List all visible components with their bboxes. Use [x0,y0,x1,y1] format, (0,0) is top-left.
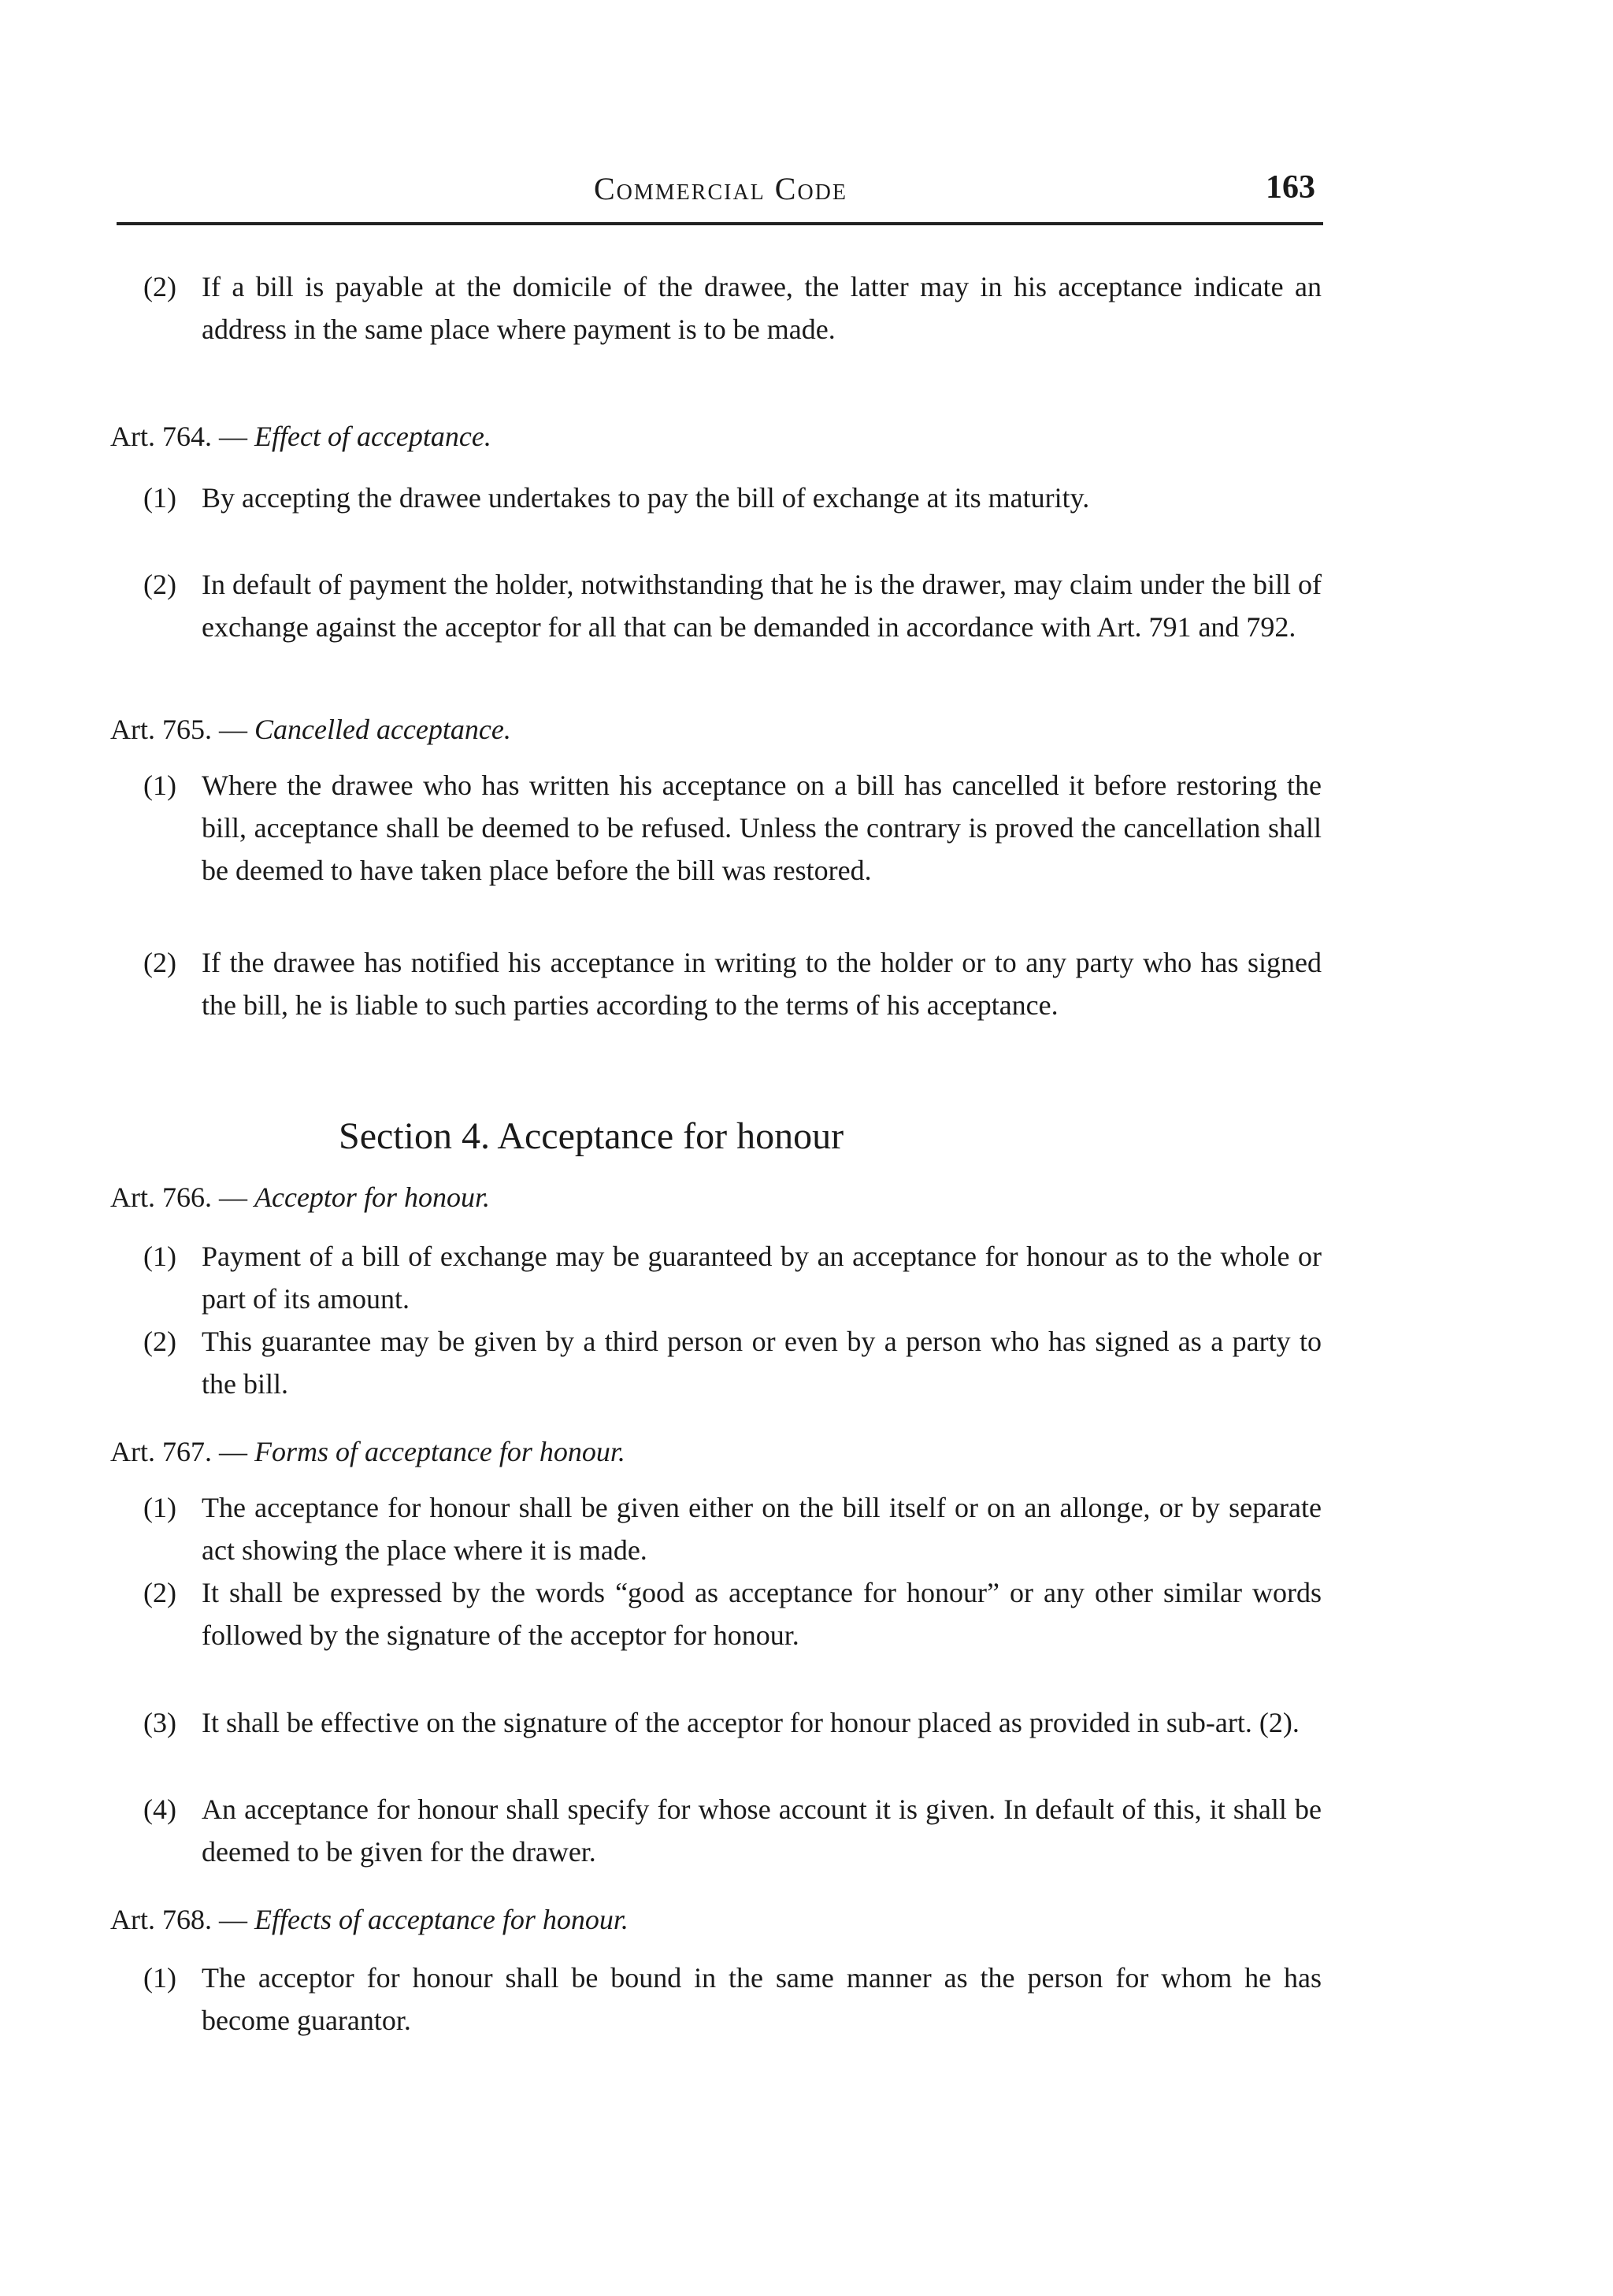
paragraph-767-2 [143,1571,1322,1656]
paragraph-number: (3) [143,1707,176,1738]
paragraph-764-2 [143,563,1322,648]
paragraph-text: The acceptance for honour shall be given either on the bill itself or on an allonge, or by separate act showing the place where it is made. [202,1492,1322,1566]
paragraph-766-2 [143,1320,1322,1405]
page-number: 163 [1266,169,1315,206]
article-title: Acceptor for honour. [254,1181,490,1213]
article-heading-767 [110,1430,625,1473]
paragraph-763-2 [143,265,1322,351]
paragraph-text: This guarantee may be given by a third person or even by a person who has signed as a party to the bill. [202,1326,1322,1400]
paragraph-text: Payment of a bill of exchange may be guaranteed by an acceptance for honour as to the whole or part of its amount. [202,1241,1322,1315]
paragraph-number: (2) [143,1577,176,1608]
article-title: Effect of acceptance. [254,421,491,452]
paragraph-number: (2) [143,947,176,978]
article-title: Cancelled acceptance. [254,714,511,745]
paragraph-text: By accepting the drawee undertakes to pay the bill of exchange at its maturity. [202,482,1090,514]
paragraph-text: An acceptance for honour shall specify for whose account it is given. In default of this, it shall be deemed to be given for the drawer. [202,1793,1322,1868]
article-label: Art. 765. — [110,714,247,745]
paragraph-766-1 [143,1235,1322,1320]
paragraph-number: (1) [143,482,176,514]
paragraph-number: (1) [143,770,176,801]
article-label: Art. 767. — [110,1436,247,1467]
section-heading: Section 4. Acceptance for honour [339,1115,844,1157]
paragraph-text: It shall be expressed by the words “good as acceptance for honour” or any other similar words followed by the signature of the acceptor for honour. [202,1577,1322,1651]
paragraph-text: The acceptor for honour shall be bound in the same manner as the person for whom he has become guarantor. [202,1962,1322,2036]
article-heading-765 [110,708,511,751]
paragraph-765-1 [143,764,1322,892]
article-heading-766 [110,1176,490,1218]
article-heading-768 [110,1898,629,1941]
paragraph-number: (1) [143,1492,176,1523]
running-header [118,165,1323,213]
paragraph-767-1 [143,1486,1322,1571]
paragraph-767-3 [143,1701,1322,1744]
paragraph-number: (2) [143,271,176,302]
paragraph-764-1 [143,477,1322,519]
paragraph-text: Where the drawee who has written his acceptance on a bill has cancelled it before restoring the bill, acceptance shall be deemed to be refused. Unless the contrary is proved the cancellation shall be deemed to have taken place before the bill was restored. [202,770,1322,886]
paragraph-text: If the drawee has notified his acceptance in writing to the holder or to any party who has signed the bill, he is liable to such parties according to the terms of his acceptance. [202,947,1322,1021]
paragraph-number: (1) [143,1962,176,1994]
paragraph-text: In default of payment the holder, notwithstanding that he is the drawer, may claim under the bill of exchange against the acceptor for all that can be demanded in accordance with Art. 791 and 792. [202,569,1322,643]
paragraph-768-1 [143,1957,1322,2042]
article-label: Art. 766. — [110,1181,247,1213]
paragraph-767-4 [143,1788,1322,1873]
article-title: Forms of acceptance for honour. [254,1436,625,1467]
header-title: Commercial Code [593,171,848,206]
article-title: Effects of acceptance for honour. [254,1904,629,1935]
paragraph-765-2 [143,941,1322,1026]
article-label: Art. 764. — [110,421,247,452]
paragraph-number: (2) [143,569,176,600]
paragraph-number: (2) [143,1326,176,1357]
paragraph-text: It shall be effective on the signature of the acceptor for honour placed as provided in sub-art. (2). [202,1707,1300,1738]
paragraph-number: (4) [143,1793,176,1825]
article-heading-764 [110,415,491,458]
paragraph-number: (1) [143,1241,176,1272]
article-label: Art. 768. — [110,1904,247,1935]
header-rule [117,222,1323,225]
paragraph-text: If a bill is payable at the domicile of the drawee, the latter may in his acceptance indicate an address in the same place where payment is to be made. [202,271,1322,345]
